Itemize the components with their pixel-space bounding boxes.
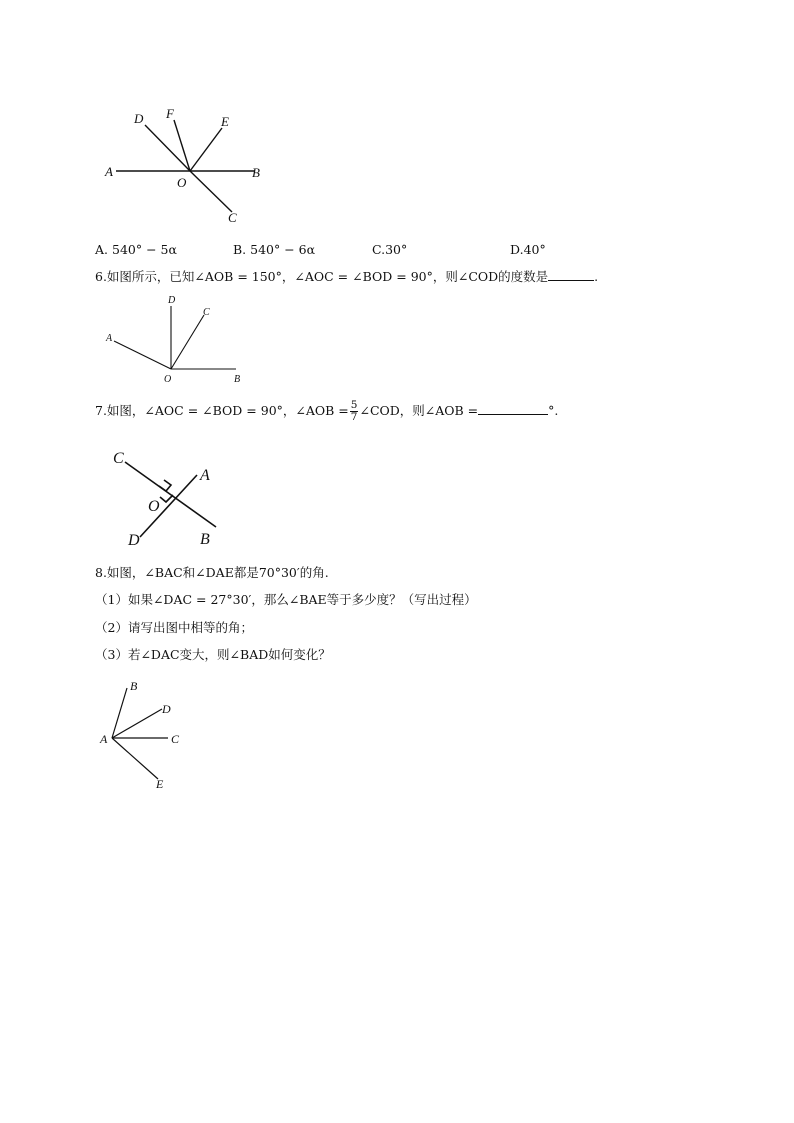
option-text: 30°: [385, 242, 408, 257]
q8-question: 8.如图，∠BAC和∠DAE都是70°30′的角.: [95, 565, 329, 580]
q7-figure: [100, 440, 240, 550]
q5-label-o: O: [177, 175, 187, 190]
q5-option-d[interactable]: [510, 242, 546, 258]
q8-sub2: （2）请写出图中相等的角；: [95, 620, 253, 635]
q6-answer-blank[interactable]: [548, 268, 594, 281]
q5-label-e: E: [221, 114, 229, 129]
q8-label-b: B: [130, 679, 138, 693]
fraction-denominator: 7: [350, 411, 358, 423]
option-letter: A.: [95, 242, 109, 257]
option-letter: D.: [510, 242, 524, 257]
q7-question: [95, 400, 558, 423]
q7-label-o: O: [148, 498, 160, 515]
option-text: 40°: [523, 242, 546, 257]
q5-option-c[interactable]: [372, 242, 407, 258]
q7-label-a: A: [200, 467, 210, 484]
fraction-numerator: 5: [350, 399, 358, 411]
q5-label-d: D: [134, 111, 144, 126]
q6-label-b: B: [234, 374, 241, 385]
q6-label-d: D: [168, 295, 176, 306]
q7-label-b: B: [200, 531, 210, 548]
q5-label-c: C: [228, 210, 237, 225]
q7-end: °.: [548, 403, 559, 418]
q6-question: [95, 268, 598, 285]
q6-label-a: A: [106, 333, 113, 344]
q7-answer-blank[interactable]: [478, 402, 548, 415]
q5-label-b: B: [252, 165, 260, 180]
q6-end: .: [594, 269, 599, 284]
q8-sub3: （3）若∠DAC变大，则∠BAD如何变化？: [95, 647, 331, 662]
option-letter: C.: [372, 242, 386, 257]
q6-label-o: O: [164, 374, 172, 385]
q7-fraction: [350, 400, 359, 423]
q8-sub1: （1）如果∠DAC = 27°30′，那么∠BAE等于多少度？（写出过程）: [95, 592, 477, 607]
q8-label-c: C: [171, 732, 180, 746]
q7-label-d: D: [128, 532, 140, 549]
q8-label-a: A: [100, 732, 108, 746]
q6-text: 6.如图所示，已知∠AOB = 150°，∠AOC = ∠BOD = 90°，则∠COD的度数是: [95, 269, 549, 284]
q7-label-c: C: [113, 450, 124, 467]
q5-option-b[interactable]: [233, 242, 315, 258]
q6-figure: [100, 290, 260, 390]
q5-figure: [100, 100, 280, 230]
q8-label-e: E: [156, 777, 164, 791]
q7-text-pre: 7.如图，∠AOC = ∠BOD = 90°，∠AOB =: [95, 403, 349, 418]
q5-label-f: F: [166, 106, 174, 121]
q6-label-c: C: [203, 307, 210, 318]
option-text: 540° − 6α: [250, 242, 316, 257]
option-text: 540° − 5α: [112, 242, 177, 257]
q8-label-d: D: [162, 702, 171, 716]
q5-option-a[interactable]: [95, 242, 177, 258]
q7-text-mid: ∠COD，则∠AOB =: [359, 403, 479, 418]
q8-figure: [98, 678, 198, 793]
option-letter: B.: [233, 242, 247, 257]
q5-label-a: A: [105, 164, 113, 179]
